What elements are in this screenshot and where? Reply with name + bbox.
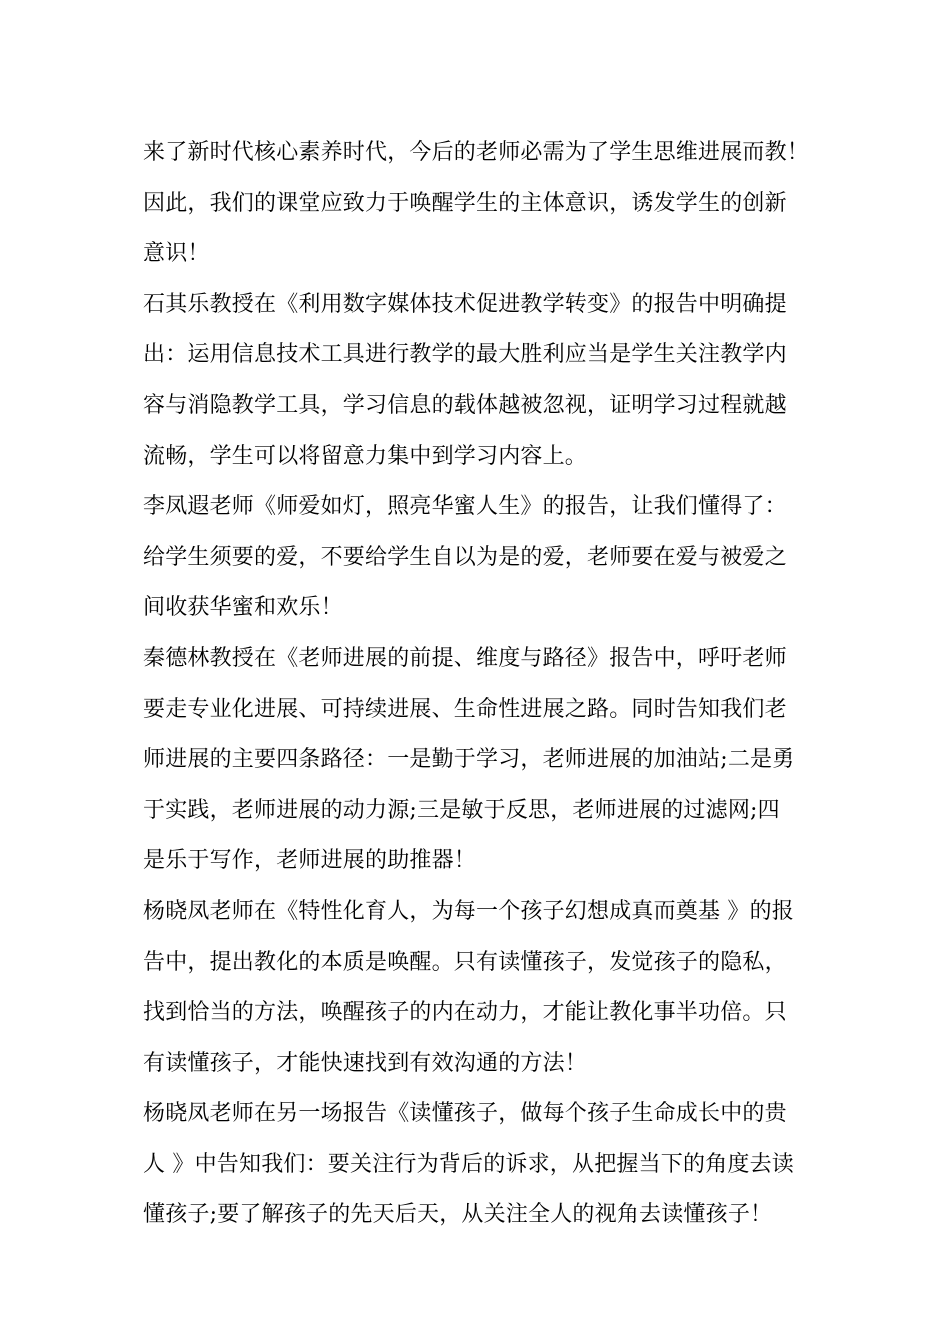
text-line: 杨晓凤老师在另一场报告《读懂孩子，做每个孩子生命成长中的贵: [143, 1101, 787, 1127]
text-line: 因此，我们的课堂应致力于唤醒学生的主体意识，诱发学生的创新: [143, 190, 787, 216]
text-line: 出：运用信息技术工具进行教学的最大胜利应当是学生关注教学内: [143, 342, 787, 368]
text-line: 容与消隐教学工具，学习信息的载体越被忽视，证明学习过程就越: [143, 392, 787, 418]
text-line: 给学生须要的爱，不要给学生自以为是的爱，老师要在爱与被爱之: [143, 544, 787, 570]
text-line: 告中，提出教化的本质是唤醒。只有读懂孩子，发觉孩子的隐私，: [143, 949, 787, 975]
text-line: 来了新时代核心素养时代，今后的老师必需为了学生思维进展而教！: [143, 140, 810, 165]
text-line: 人 》中告知我们：要关注行为背后的诉求，从把握当下的角度去读: [143, 1151, 794, 1177]
text-line: 秦德林教授在《老师进展的前提、维度与路径》报告中，呼吁老师: [143, 645, 787, 671]
text-line: 要走专业化进展、可持续进展、生命性进展之路。同时告知我们老: [143, 696, 787, 722]
text-line: 懂孩子;要了解孩子的先天后天，从关注全人的视角去读懂孩子！: [143, 1202, 773, 1228]
text-line: 师进展的主要四条路径：一是勤于学习，老师进展的加油站;二是勇: [143, 747, 795, 773]
text-line: 杨晓凤老师在《特性化育人，为每一个孩子幻想成真而奠基 》的报: [143, 898, 794, 924]
text-line: 间收获华蜜和欢乐！: [143, 595, 343, 621]
text-line: 是乐于写作，老师进展的助推器！: [143, 848, 477, 874]
text-line: 李凤遐老师《师爱如灯，照亮华蜜人生》的报告，让我们懂得了：: [143, 494, 787, 520]
text-line: 石其乐教授在《利用数字媒体技术促进教学转变》的报告中明确提: [143, 291, 787, 317]
text-line: 有读懂孩子，才能快速找到有效沟通的方法！: [143, 1050, 588, 1076]
text-line: 流畅，学生可以将留意力集中到学习内容上。: [143, 443, 588, 469]
text-line: 于实践，老师进展的动力源;三是敏于反思，老师进展的过滤网;四: [143, 797, 780, 823]
text-line: 意识！: [143, 241, 210, 267]
document-body: [143, 128, 813, 1241]
text-line: 找到恰当的方法，唤醒孩子的内在动力，才能让教化事半功倍。只: [143, 1000, 787, 1026]
